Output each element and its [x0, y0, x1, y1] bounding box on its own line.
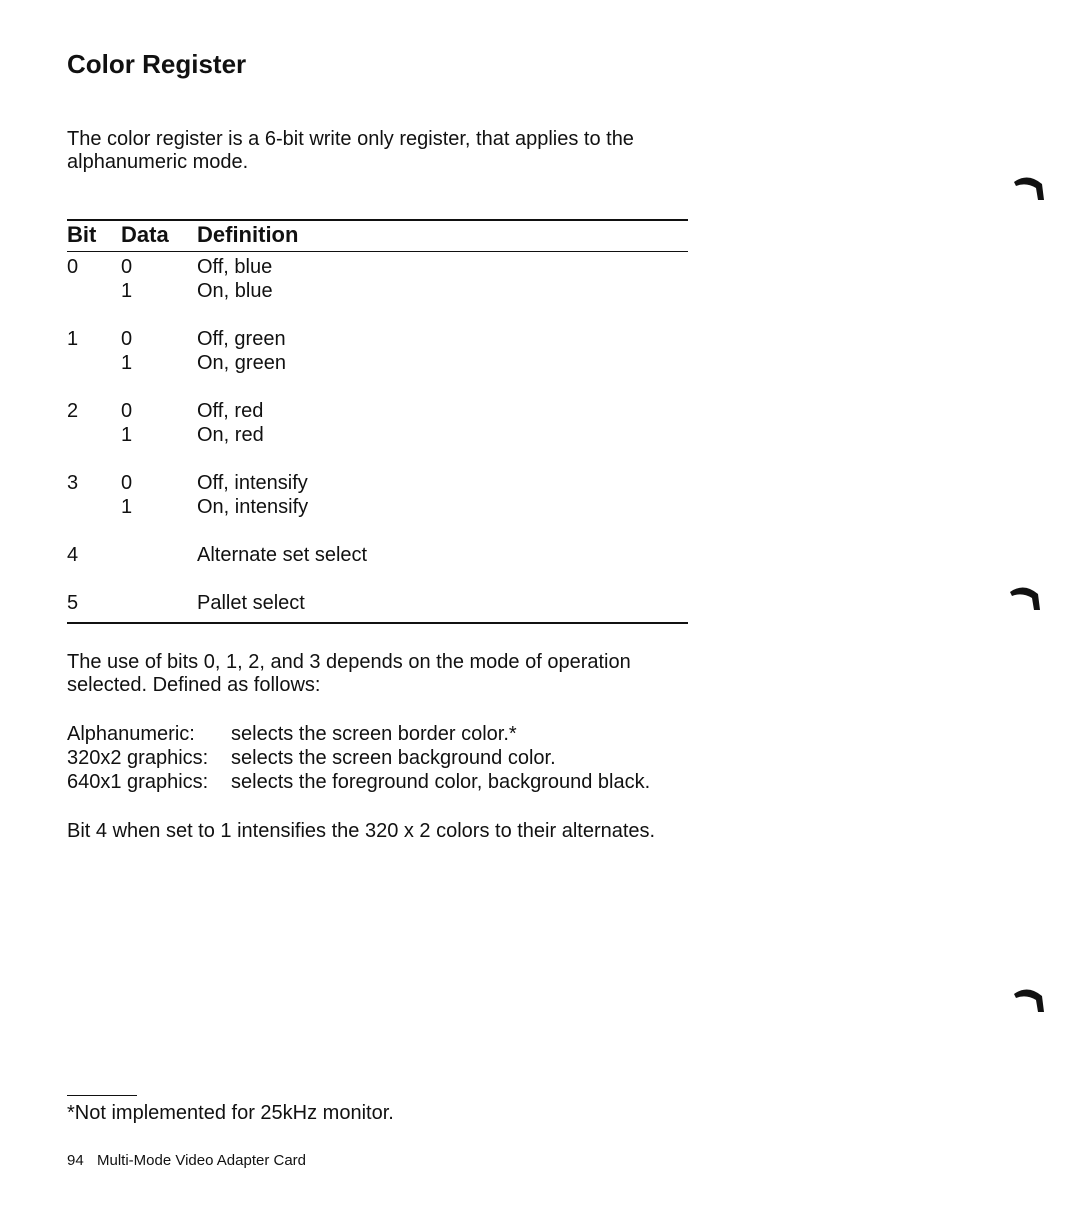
table-cell-data: 0 — [121, 256, 133, 278]
mode-description: selects the screen border color.* — [231, 723, 517, 745]
table-cell-definition: Alternate set select — [197, 544, 368, 566]
mode-description: selects the foreground color, background black. — [231, 771, 651, 793]
binder-hole-mark — [1008, 584, 1042, 610]
footnote: *Not implemented for 25kHz monitor. — [67, 1102, 394, 1124]
table-cell-bit: 3 — [67, 472, 79, 494]
footer-title: Multi-Mode Video Adapter Card — [97, 1152, 307, 1169]
mode-label: 640x1 graphics: — [67, 771, 209, 793]
table-cell-definition: Off, blue — [197, 256, 273, 278]
usage-paragraph: The use of bits 0, 1, 2, and 3 depends on the mode of operation selected. Defined as follows: — [67, 651, 631, 696]
table-cell-bit: 1 — [67, 328, 79, 350]
table-cell-definition: Off, green — [197, 328, 286, 350]
mode-label: Alphanumeric: — [67, 723, 195, 745]
mode-label: 320x2 graphics: — [67, 747, 209, 769]
table-cell-bit: 2 — [67, 400, 79, 422]
page-title: Color Register — [67, 49, 247, 79]
header-definition: Definition — [197, 222, 299, 247]
table-cell-definition: On, intensify — [197, 496, 309, 518]
table-cell-data: 1 — [121, 496, 133, 518]
table-header-rule — [67, 251, 688, 252]
table-cell-data: 1 — [121, 352, 133, 374]
table-cell-bit: 5 — [67, 592, 79, 614]
table-bottom-rule — [67, 622, 688, 624]
header-data: Data — [121, 222, 169, 247]
table-cell-definition: Pallet select — [197, 592, 305, 614]
table-cell-definition: Off, intensify — [197, 472, 308, 494]
table-cell-definition: On, red — [197, 424, 264, 446]
table-cell-bit: 4 — [67, 544, 79, 566]
mode-description: selects the screen background color. — [231, 747, 556, 769]
table-cell-data: 0 — [121, 472, 133, 494]
table-cell-data: 0 — [121, 400, 133, 422]
intro-paragraph: The color register is a 6-bit write only register, that applies to the alphanumeric mode. — [67, 128, 634, 173]
binder-hole-mark — [1012, 174, 1046, 200]
table-cell-definition: On, green — [197, 352, 286, 374]
bit4-paragraph: Bit 4 when set to 1 intensifies the 320 x 2 colors to their alternates. — [67, 820, 656, 842]
footnote-rule — [67, 1095, 137, 1096]
header-bit: Bit — [67, 222, 97, 247]
table-cell-bit: 0 — [67, 256, 79, 278]
table-cell-data: 1 — [121, 424, 133, 446]
table-cell-definition: Off, red — [197, 400, 264, 422]
table-cell-data: 0 — [121, 328, 133, 350]
page-number: 94 — [67, 1152, 84, 1169]
binder-hole-mark — [1012, 986, 1046, 1012]
table-cell-definition: On, blue — [197, 280, 273, 302]
table-cell-data: 1 — [121, 280, 133, 302]
